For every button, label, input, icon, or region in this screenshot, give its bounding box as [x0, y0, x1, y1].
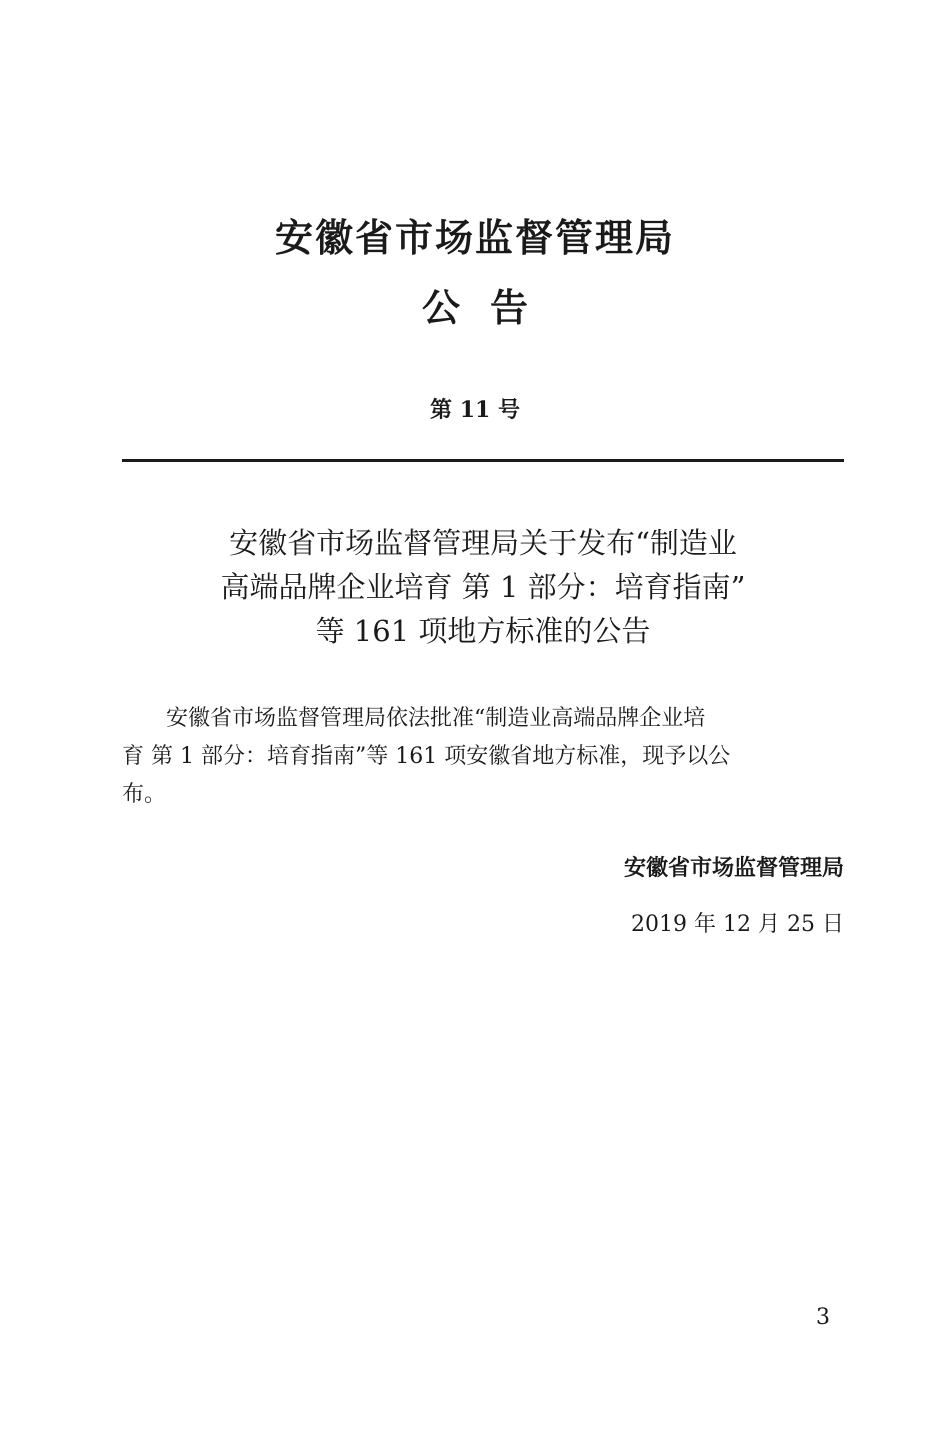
- notice-title-line: 等 161 项地方标准的公告: [315, 614, 651, 648]
- document-type-heading: 公告: [421, 286, 558, 330]
- header-divider: [122, 459, 844, 462]
- notice-body-line: 育 第 1 部分：培育指南”等 161 项安徽省地方标准，现予以公: [122, 744, 731, 769]
- issuing-authority-title: 安徽省市场监督管理局: [274, 216, 675, 260]
- page-number: 3: [816, 1305, 830, 1330]
- notice-body-line: 布。: [122, 782, 167, 807]
- notice-body: [122, 700, 844, 814]
- notice-title-line: 安徽省市场监督管理局关于发布“制造业: [229, 526, 737, 560]
- issue-date: 2019 年 12 月 25 日: [631, 912, 844, 937]
- notice-body-line: 安徽省市场监督管理局依法批准“制造业高端品牌企业培: [122, 706, 706, 731]
- document-number: 第 11 号: [430, 397, 520, 423]
- notice-title-line: 高端品牌企业培育 第 1 部分：培育指南”: [220, 570, 746, 604]
- notice-title: [122, 521, 844, 653]
- signature-authority: 安徽省市场监督管理局: [623, 856, 844, 881]
